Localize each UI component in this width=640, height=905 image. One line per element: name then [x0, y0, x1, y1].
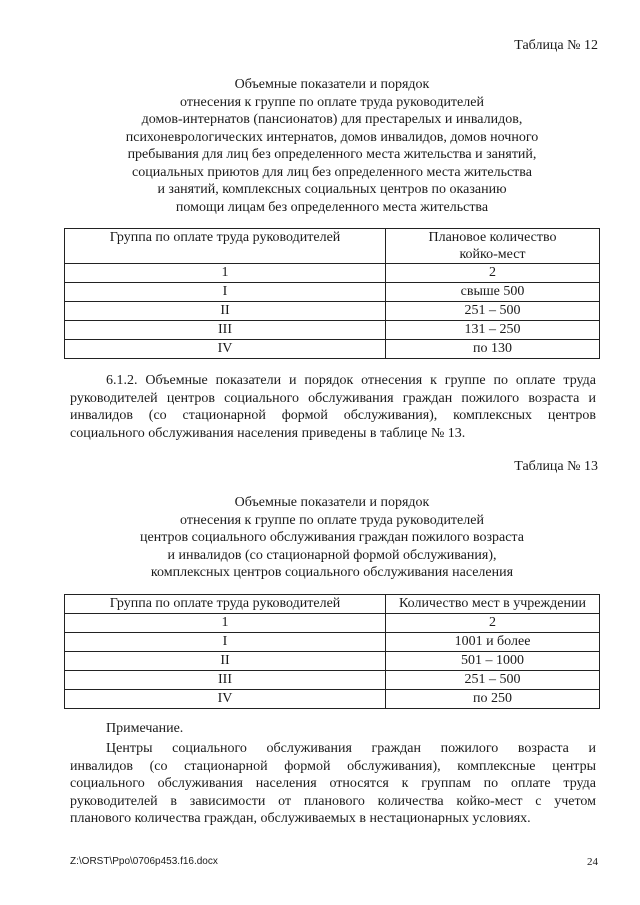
title-line: и инвалидов (со стационарной формой обслуживания),: [167, 547, 497, 563]
header-cell: Количество мест в учреждении: [386, 595, 600, 614]
table-cell: 2: [386, 614, 600, 633]
title-line: Объемные показатели и порядок: [234, 77, 430, 92]
table-row: [65, 302, 600, 321]
paragraph-6-1-2: [70, 372, 596, 442]
table-header-row: [65, 229, 600, 264]
table-row: [65, 614, 600, 633]
table-cell: I: [65, 633, 386, 652]
title-line: и занятий, комплексных социальных центров по оказанию: [157, 182, 507, 197]
table-row: [65, 264, 600, 283]
table-cell: II: [65, 652, 386, 671]
table-cell: 251 – 500: [386, 671, 600, 690]
table-row: [65, 321, 600, 340]
note-heading: Примечание.: [106, 721, 184, 736]
header-line: койко-мест: [459, 247, 526, 262]
table-12-label: Таблица № 12: [514, 38, 598, 53]
paragraph-line: социального обслуживания населения приведены в таблице № 13.: [70, 425, 466, 441]
table-cell: по 250: [386, 690, 600, 709]
table-cell: II: [65, 302, 386, 321]
table-cell: 131 – 250: [386, 321, 600, 340]
header-line: Плановое количество: [428, 230, 557, 245]
page-number: 24: [587, 856, 598, 868]
paragraph-line: 6.1.2. Объемные показатели и порядок отнесения к группе по оплате труда: [106, 373, 596, 388]
title-line: отнесения к группе по оплате труда руководителей: [180, 94, 484, 110]
title-line: социальных приютов для лиц без определенного места жительства: [132, 164, 532, 180]
note-line: социального обслуживания населения относятся к группам по оплате труда: [70, 776, 596, 791]
table-cell: III: [65, 321, 386, 340]
title-line: Объемные показатели и порядок: [234, 495, 430, 510]
table-row: [65, 633, 600, 652]
table-cell: I: [65, 283, 386, 302]
table-cell: по 130: [386, 340, 600, 359]
table-13-label: Таблица № 13: [514, 459, 598, 474]
table-12-title: [40, 76, 624, 216]
table-cell: III: [65, 671, 386, 690]
table-row: [65, 283, 600, 302]
table-cell: 251 – 500: [386, 302, 600, 321]
title-line: психоневрологических интернатов, домов инвалидов, домов ночного: [125, 129, 539, 145]
table-cell: 1: [65, 264, 386, 283]
title-line: домов-интернатов (пансионатов) для престарелых и инвалидов,: [141, 112, 523, 127]
table-12: [64, 228, 600, 359]
title-line: центров социального обслуживания граждан пожилого возраста: [140, 530, 524, 545]
table-row: [65, 340, 600, 359]
title-line: помощи лицам без определенного места жительства: [175, 199, 489, 215]
note-line: руководителей в зависимости от планового количества койко-мест с учетом: [70, 793, 596, 809]
table-row: [65, 652, 600, 671]
title-line: отнесения к группе по оплате труда руководителей: [180, 512, 484, 528]
table-cell: 2: [386, 264, 600, 283]
table-cell: IV: [65, 690, 386, 709]
title-line: комплексных центров социального обслуживания населения: [150, 565, 514, 580]
paragraph-line: руководителей центров социального обслуживания граждан пожилого возраста и: [70, 390, 596, 406]
title-line: пребывания для лиц без определенного места жительства и занятий,: [127, 147, 537, 162]
paragraph-line: инвалидов (со стационарной формой обслуживания), комплексных центров: [70, 408, 596, 423]
table-cell: свыше 500: [386, 283, 600, 302]
table-row: [65, 690, 600, 709]
note-line: планового количества граждан, обслуживаемых в нестационарных условиях.: [70, 811, 531, 826]
table-13: [64, 594, 600, 709]
table-header-row: [65, 595, 600, 614]
table-row: [65, 671, 600, 690]
note-line: инвалидов (со стационарной формой обслуживания), комплексные центры: [70, 758, 596, 774]
header-cell: [386, 229, 600, 264]
table-cell: 1001 и более: [386, 633, 600, 652]
header-cell: Группа по оплате труда руководителей: [65, 595, 386, 614]
header-cell: Группа по оплате труда руководителей: [65, 229, 386, 264]
table-13-title: [40, 494, 624, 582]
table-cell: 1: [65, 614, 386, 633]
table-cell: 501 – 1000: [386, 652, 600, 671]
footer-file-path: Z:\ORST\Ppo\0706p453.f16.docx: [70, 856, 218, 867]
note-line: Центры социального обслуживания граждан пожилого возраста и: [106, 741, 596, 756]
table-cell: IV: [65, 340, 386, 359]
note-text: [70, 740, 596, 828]
